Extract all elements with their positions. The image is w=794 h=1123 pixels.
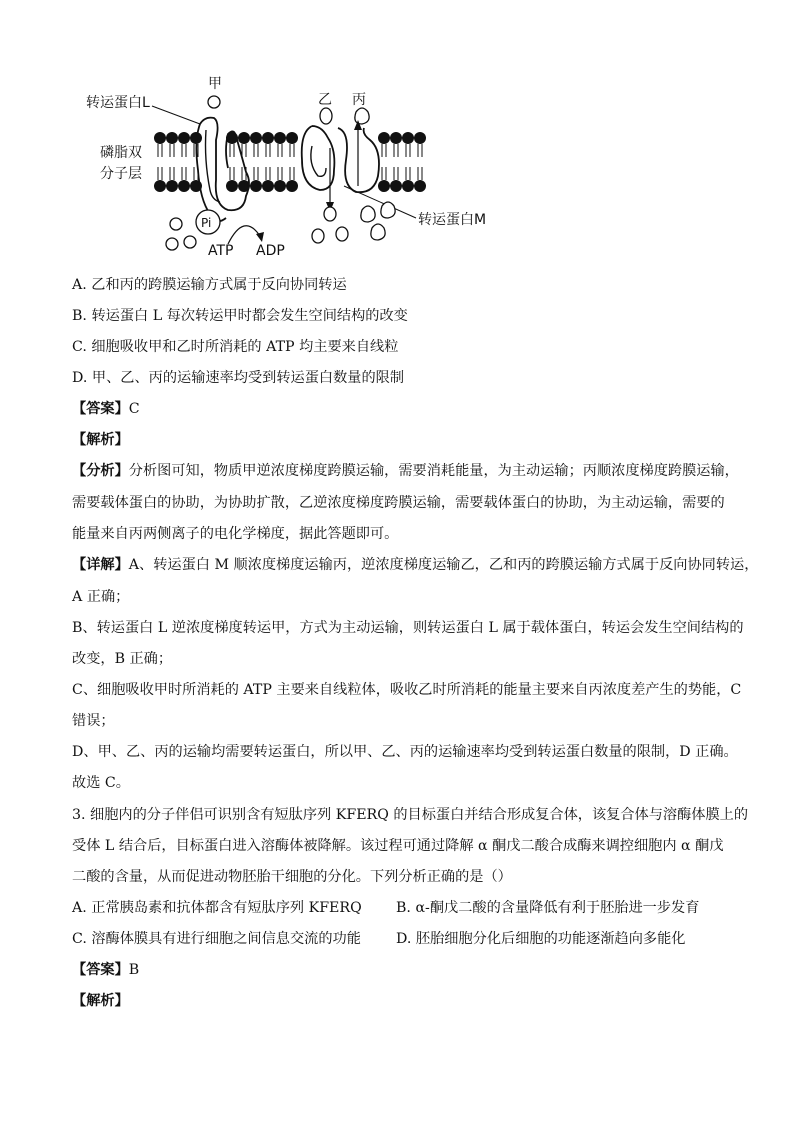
phospholipid-head	[274, 132, 286, 144]
label-yi: 乙	[318, 92, 332, 108]
detail-a-text: A、转运蛋白 M 顺浓度梯度运输丙，逆浓度梯度运输乙，乙和丙的跨膜运输方式属于反向协同转运，	[128, 557, 759, 573]
arrow-head-adp	[256, 232, 264, 242]
q3-option-c: C. 溶酶体膜具有进行细胞之间信息交流的功能	[72, 931, 361, 947]
molecule-yi-inside	[312, 229, 324, 243]
membrane-transport-figure	[0, 0, 794, 270]
q2-option-c: C. 细胞吸收甲和乙时所消耗的 ATP 均主要来自线粒	[72, 339, 399, 355]
phospholipid-head	[390, 132, 402, 144]
molecule-bing	[355, 108, 369, 124]
q2-answer	[72, 399, 140, 419]
label-pi: Pi	[201, 216, 212, 230]
q3-answer	[72, 960, 139, 980]
phospholipid-head	[226, 180, 238, 192]
q2-fenxi-line-3: 能量来自丙两侧离子的电化学梯度，据此答题即可。	[72, 526, 399, 542]
q2-conclusion: 故选 C。	[72, 775, 130, 791]
label-jia: 甲	[208, 76, 222, 92]
phospholipid-head	[390, 180, 402, 192]
phospholipid-head	[378, 180, 390, 192]
label-phospholipid-1: 磷脂双	[100, 145, 142, 161]
q3-option-b: B. α-酮戊二酸的含量降低有利于胚胎进一步发育	[396, 900, 700, 916]
phospholipid-head	[178, 180, 190, 192]
label-bing: 丙	[352, 92, 366, 108]
phospholipid-head	[274, 180, 286, 192]
q3-stem-2: 受体 L 结合后，目标蛋白进入溶酶体被降解。该过程可通过降解 α 酮戊二酸合成酶来调控细胞内 α 酮戊	[72, 838, 724, 854]
phospholipid-head	[238, 132, 250, 144]
molecule-bing-inside	[371, 224, 385, 240]
q2-detail-c-2: 错误；	[72, 713, 115, 729]
q3-stem-3: 二酸的含量，从而促进动物胚胎干细胞的分化。下列分析正确的是（）	[72, 869, 512, 885]
fenxi-text: 分析图可知，物质甲逆浓度梯度跨膜运输，需要消耗能量，为主动运输；丙顺浓度梯度跨膜运输，	[128, 463, 739, 479]
arrow-atp-adp	[228, 226, 260, 244]
q2-fenxi-line-2: 需要载体蛋白的协助，为协助扩散，乙逆浓度梯度跨膜运输，需要载体蛋白的协助，为主动运输，需要的	[72, 495, 725, 511]
phospholipid-head	[250, 132, 262, 144]
answer-tag: 【答案】	[72, 962, 129, 978]
q3-stem-1: 3. 细胞内的分子伴侣可识别含有短肽序列 KFERQ 的目标蛋白并结合形成复合体，该复合体与溶酶体膜上的	[72, 807, 749, 823]
molecule-jia	[208, 96, 220, 108]
phospholipid-bilayer	[154, 132, 426, 192]
transporter-m-pocket	[311, 146, 326, 176]
label-atp: ATP	[208, 243, 234, 259]
phospholipid-head	[178, 132, 190, 144]
phospholipid-head	[286, 132, 298, 144]
q3-option-a: A. 正常胰岛素和抗体都含有短肽序列 KFERQ	[72, 900, 362, 916]
q2-option-d: D. 甲、乙、丙的运输速率均受到转运蛋白数量的限制	[72, 370, 405, 386]
q2-option-b: B. 转运蛋白 L 每次转运甲时都会发生空间结构的改变	[72, 308, 408, 324]
phospholipid-head	[154, 132, 166, 144]
fenxi-tag: 【分析】	[72, 463, 129, 479]
answer-tag: 【答案】	[72, 401, 129, 417]
transporter-l-inner	[206, 130, 221, 202]
molecule-yi-inside	[336, 227, 348, 241]
answer-value: B	[128, 962, 140, 978]
q2-fenxi-line-1	[72, 461, 739, 481]
phospholipid-head	[402, 132, 414, 144]
phospholipid-head	[250, 180, 262, 192]
detail-tag: 【详解】	[72, 557, 129, 573]
q2-detail-a-1	[72, 555, 758, 575]
molecule-jia-inside	[170, 218, 182, 230]
phospholipid-head	[414, 180, 426, 192]
q2-detail-a-2: A 正确；	[72, 589, 130, 605]
phospholipid-head	[402, 180, 414, 192]
molecule-bing-inside	[381, 202, 395, 218]
phospholipid-head	[286, 180, 298, 192]
transporter-m	[302, 126, 379, 192]
label-phospholipid-2: 分子层	[100, 166, 142, 182]
molecule-jia-inside	[166, 238, 178, 250]
molecule-jia-inside	[184, 236, 196, 248]
phospholipid-head	[378, 132, 390, 144]
label-transporter-l: 转运蛋白L	[86, 95, 150, 111]
label-adp: ADP	[256, 243, 285, 259]
q2-detail-c-1: C、细胞吸收甲时所消耗的 ATP 主要来自线粒体，吸收乙时所消耗的能量主要来自丙浓度差产生的势能，C	[72, 682, 742, 698]
phospholipid-head	[262, 132, 274, 144]
answer-value: C	[128, 401, 140, 417]
phospholipid-head	[262, 180, 274, 192]
q2-option-a: A. 乙和丙的跨膜运输方式属于反向协同转运	[72, 277, 347, 293]
phospholipid-head	[166, 132, 178, 144]
molecule-yi	[320, 108, 332, 124]
molecule-bing-inside	[361, 206, 375, 222]
label-transporter-m: 转运蛋白M	[418, 212, 487, 228]
q2-detail-b-1: B、转运蛋白 L 逆浓度梯度转运甲，方式为主动运输，则转运蛋白 L 属于载体蛋白，转运会发生空间结构的	[72, 620, 744, 636]
phospholipid-head	[154, 180, 166, 192]
phospholipid-head	[166, 180, 178, 192]
leader-line-transporter-l	[152, 106, 200, 124]
phospholipid-head	[414, 132, 426, 144]
q2-detail-b-2: 改变，B 正确；	[72, 651, 173, 667]
q2-detail-d-1: D、甲、乙、丙的运输均需要转运蛋白，所以甲、乙、丙的运输速率均受到转运蛋白数量的限制，D 正确。	[72, 744, 738, 760]
q3-option-d: D. 胚胎细胞分化后细胞的功能逐渐趋向多能化	[396, 931, 686, 947]
molecule-yi-inside	[324, 207, 336, 221]
q3-analysis-heading: 【解析】	[72, 993, 129, 1009]
q2-analysis-heading: 【解析】	[72, 432, 129, 448]
